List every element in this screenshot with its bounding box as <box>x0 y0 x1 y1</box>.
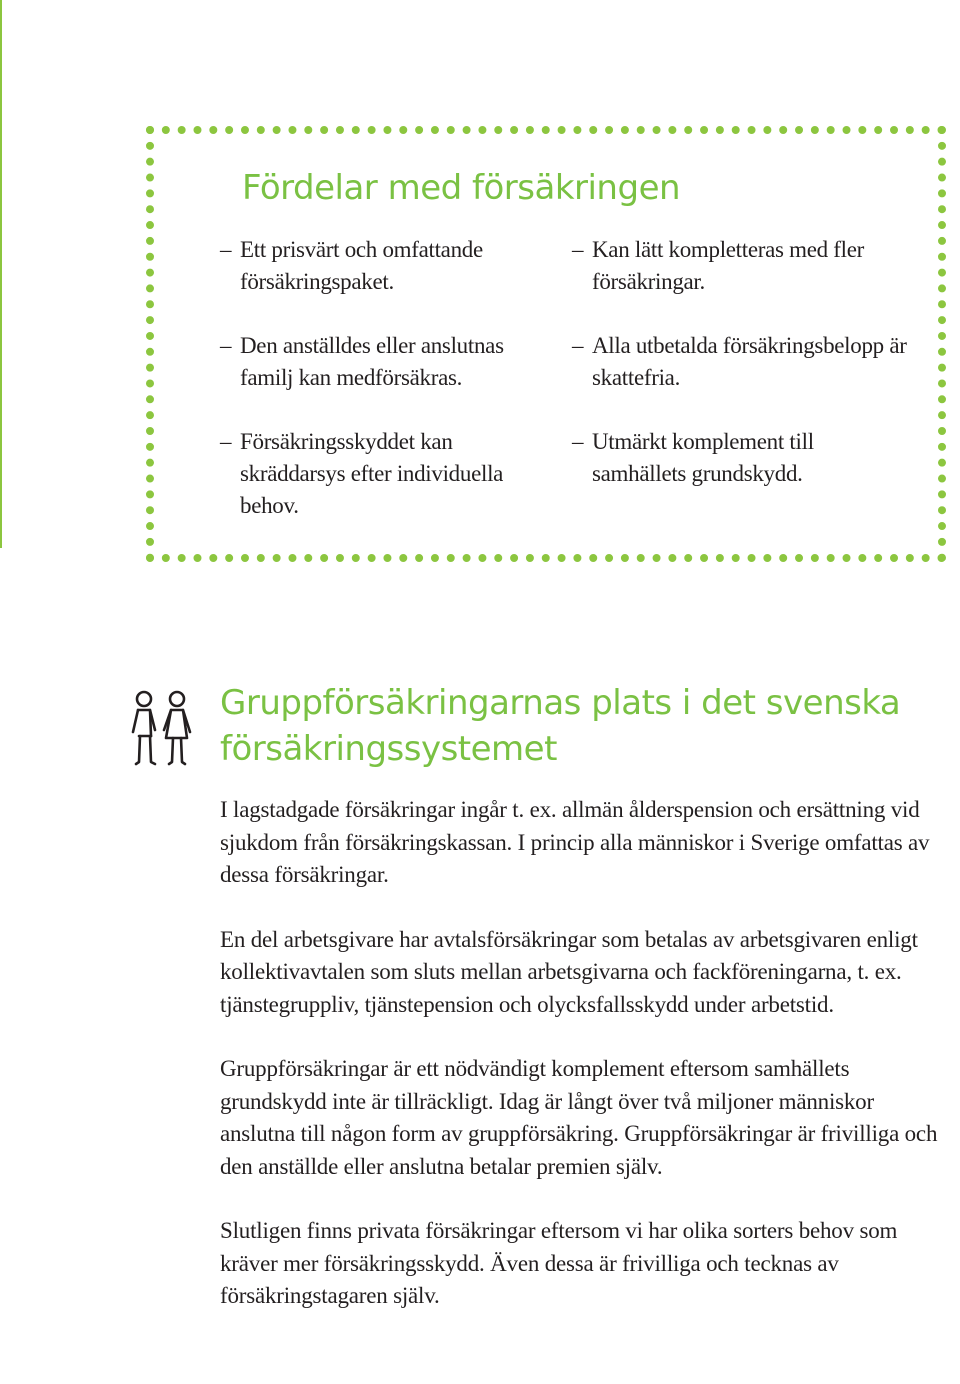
benefit-item <box>220 330 560 394</box>
benefit-item <box>220 234 560 298</box>
section-title: Gruppförsäkringarnas plats i det svenska försäkringssystemet <box>220 683 901 769</box>
benefit-item <box>572 330 912 394</box>
people-icon <box>126 688 196 768</box>
paragraph: En del arbetsgivare har avtalsförsäkringar som betalas av arbetsgivaren enligt kollektivavtalen som sluts mellan arbetsgivarna och fackföreningarna, t. ex. tjänstegruppliv, tjänstepension och olycksfallsskydd under arbetstid. <box>220 926 918 1017</box>
body-text <box>220 794 940 1345</box>
benefit-text: Kan lätt kompletteras med fler försäkringar. <box>592 237 865 294</box>
dash-marker: – <box>572 333 584 358</box>
dash-marker: – <box>572 237 584 262</box>
benefit-item <box>572 234 912 298</box>
benefit-text: Utmärkt komplement till samhällets grundskydd. <box>592 429 814 486</box>
dash-marker: – <box>572 429 584 454</box>
benefits-list-right <box>572 234 912 522</box>
benefit-text: Alla utbetalda försäkringsbelopp är skattefria. <box>592 333 907 390</box>
page-margin-rule <box>0 0 2 548</box>
benefits-list-left <box>220 234 560 554</box>
paragraph: Slutligen finns privata försäkringar eftersom vi har olika sorters behov som kräver mer försäkringsskydd. Även dessa är frivilliga och tecknas av försäkringstagaren själv. <box>220 1218 898 1308</box>
paragraph: Gruppförsäkringar är ett nödvändigt komplement eftersom samhällets grundskydd inte är tillräckligt. Idag är långt över två miljoner människor anslutna till någon form av gruppförsäkring. Gruppförsäkringar är frivilliga och den anställde eller anslutna betalar premien själv. <box>220 1056 938 1179</box>
dash-marker: – <box>220 237 232 262</box>
benefit-item <box>572 426 912 490</box>
dash-marker: – <box>220 429 232 454</box>
benefit-text: Den anställdes eller anslutnas familj kan medförsäkras. <box>240 333 504 390</box>
benefit-text: Ett prisvärt och omfattande försäkringspaket. <box>240 237 483 294</box>
paragraph: I lagstadgade försäkringar ingår t. ex. allmän ålderspension och ersättning vid sjukdom från försäkringskassan. I princip alla människor i Sverige omfattas av dessa försäkringar. <box>220 797 930 887</box>
dash-marker: – <box>220 333 232 358</box>
benefit-item <box>220 426 560 522</box>
benefit-text: Försäkringsskyddet kan skräddarsys efter individuella behov. <box>240 429 504 518</box>
benefits-title: Fördelar med försäkringen <box>242 168 681 208</box>
